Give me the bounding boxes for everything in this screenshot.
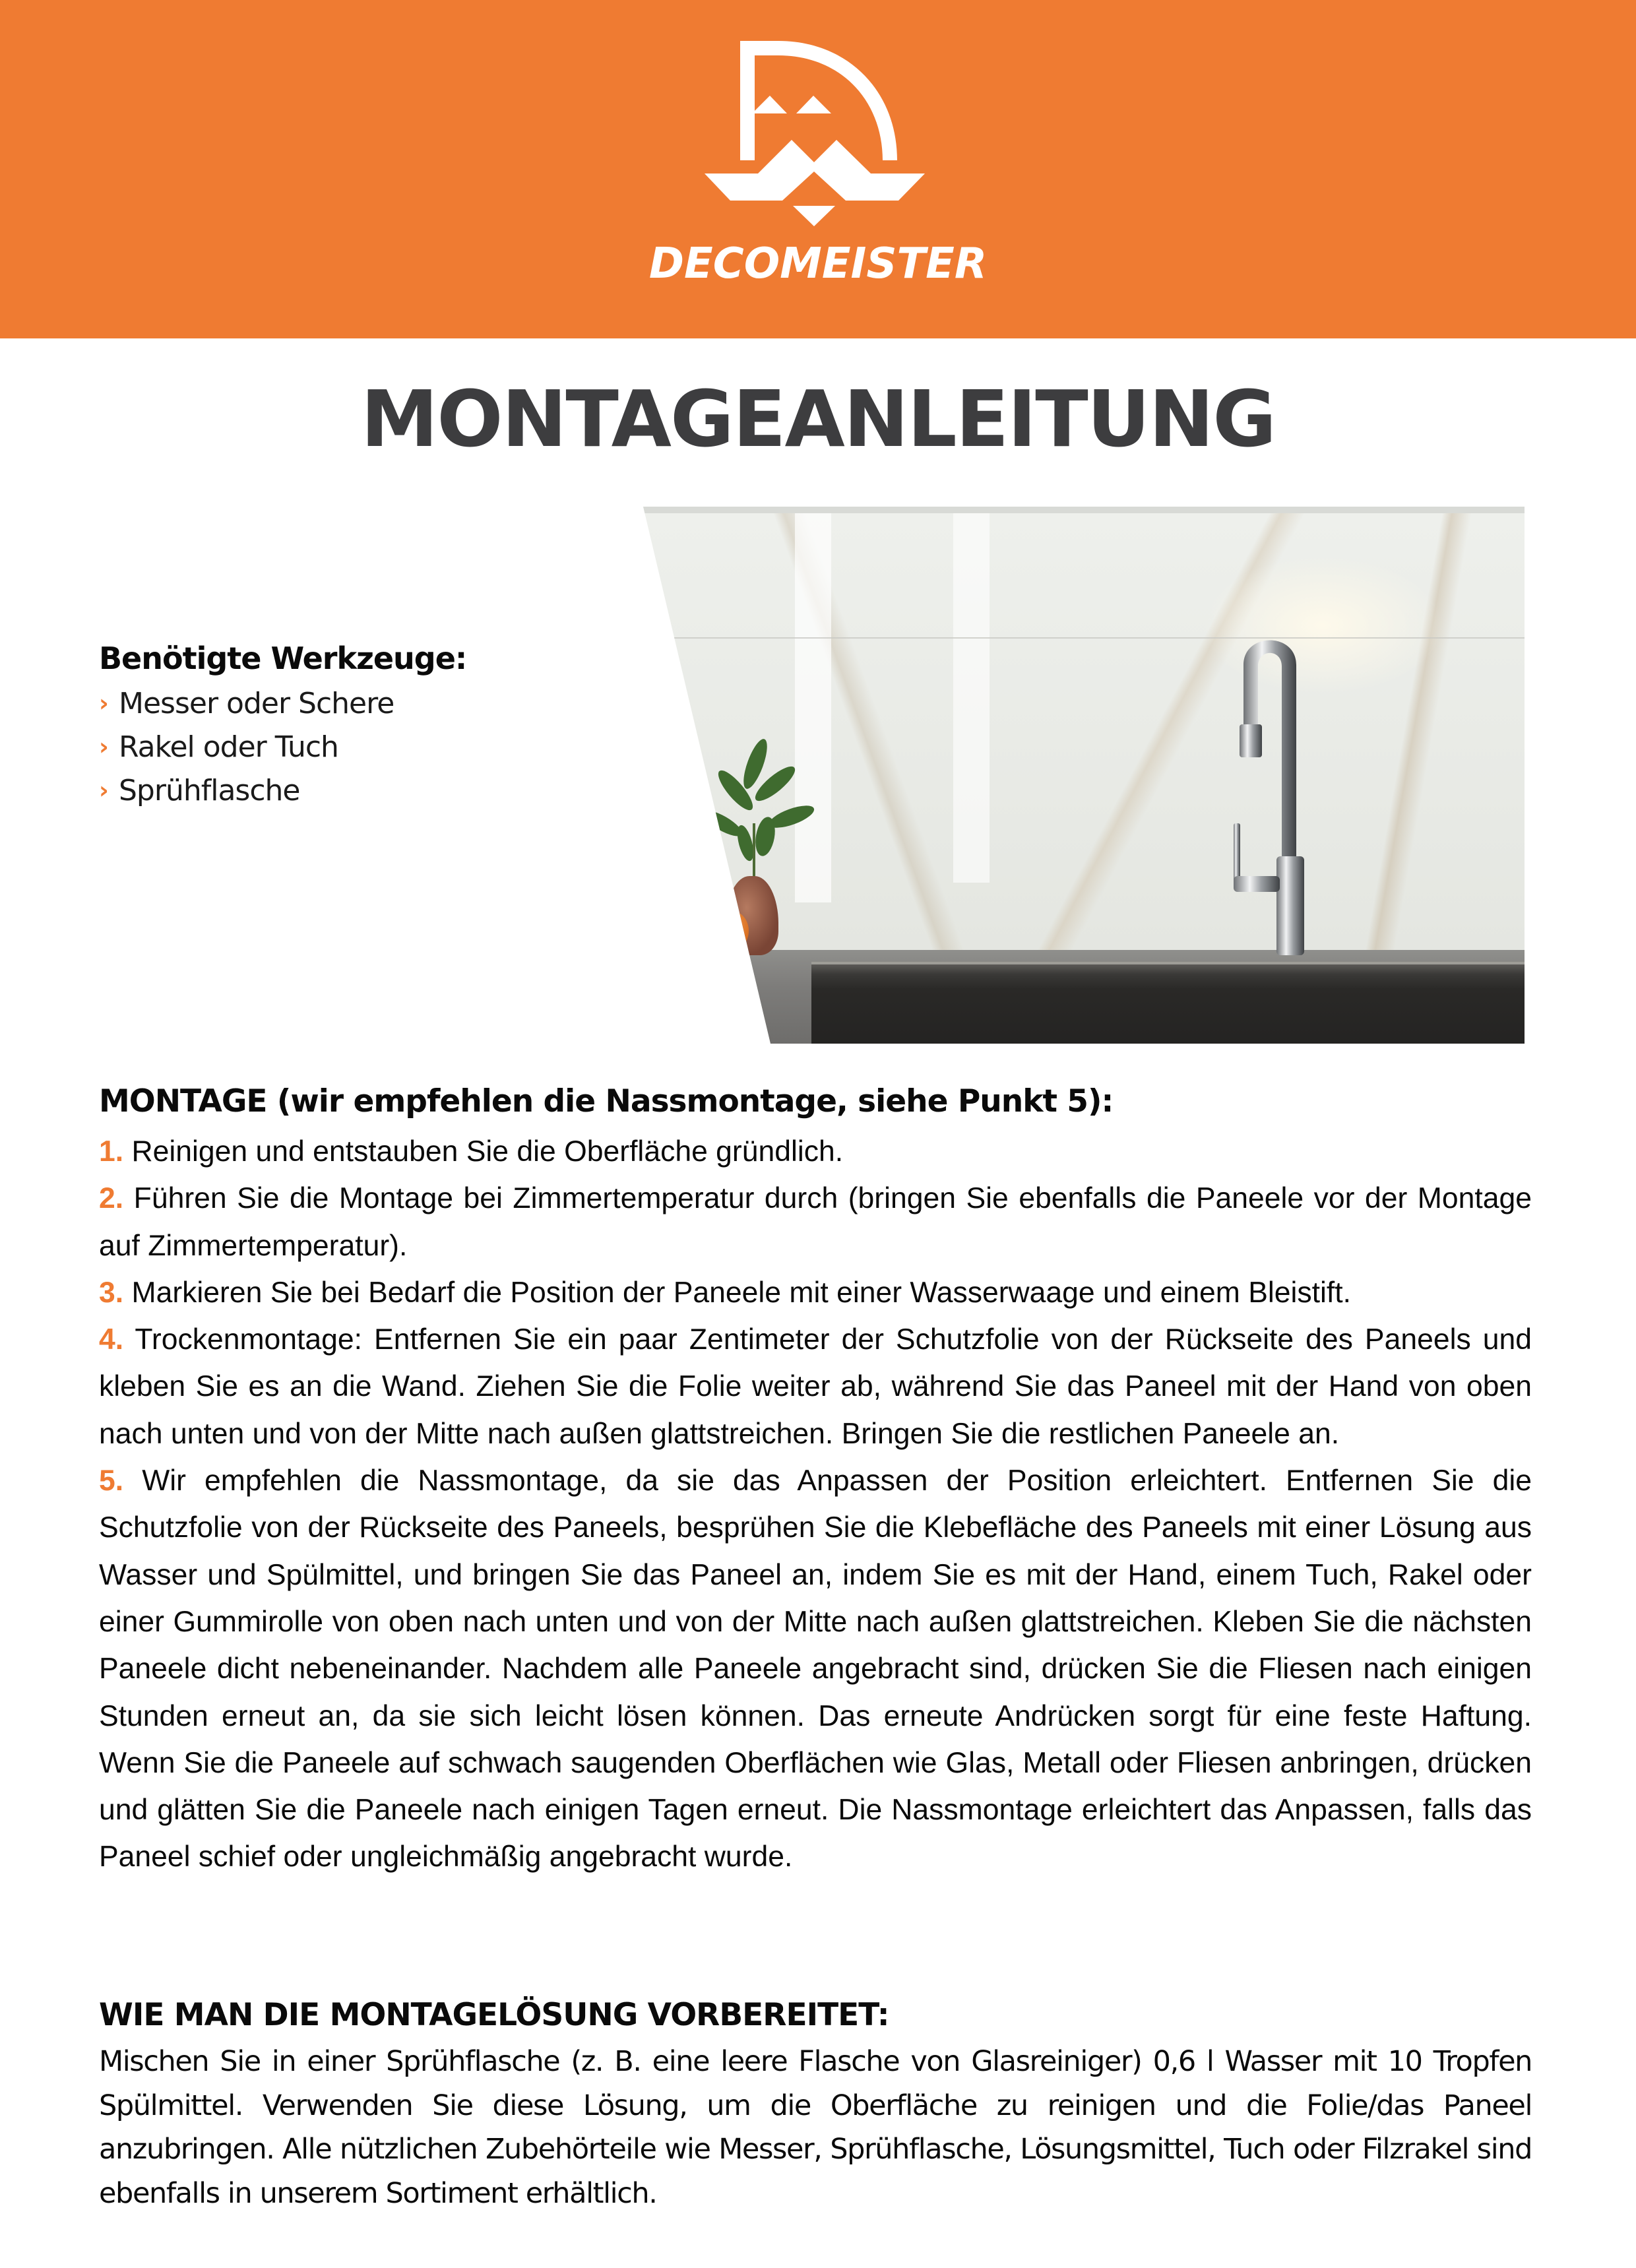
montage-steps: [99, 1128, 1532, 1881]
tool-label: Messer oder Schere: [119, 687, 394, 720]
montage-heading: MONTAGE (wir empfehlen die Nassmontage, siehe Punkt 5):: [99, 1083, 1114, 1119]
faucet-icon: [1230, 625, 1323, 968]
step-number: 2.: [99, 1182, 124, 1215]
step-4: [99, 1316, 1532, 1457]
step-text: Trockenmontage: Entfernen Sie ein paar Zentimeter der Schutzfolie von der Rückseite des Paneels und kleben Sie es an die Wand. Ziehen Sie die Folie weiter ab, während Sie das Paneel mit der Hand von oben nach unten und von der Mitte nach außen glattstreichen. Bringen Sie die restlichen Paneele an.: [99, 1323, 1532, 1450]
step-2: [99, 1175, 1532, 1269]
chevron-right-icon: ›: [99, 734, 108, 761]
step-number: 1.: [99, 1135, 124, 1168]
step-3: [99, 1269, 1532, 1316]
photo-top-edge: [643, 507, 1525, 513]
step-1: [99, 1128, 1532, 1175]
orange-fruit: [712, 910, 749, 951]
step-text: Führen Sie die Montage bei Zimmertemperatur durch (bringen Sie ebenfalls die Paneele vor der Montage auf Zimmertemperatur).: [99, 1182, 1532, 1262]
plant-icon: [683, 724, 828, 889]
brand-header: [0, 0, 1636, 338]
step-text: Markieren Sie bei Bedarf die Position der Paneele mit einer Wasserwaage und einem Bleistift.: [131, 1276, 1352, 1309]
step-number: 3.: [99, 1276, 124, 1309]
step-5: [99, 1457, 1532, 1881]
step-number: 5.: [99, 1465, 124, 1497]
orange-fruit: [686, 912, 722, 953]
panel-seam: [643, 637, 1525, 639]
tool-label: Rakel oder Tuch: [119, 730, 338, 764]
page-title: MONTAGEANLEITUNG: [360, 373, 1276, 464]
photo-reflection: [953, 513, 990, 883]
solution-text: Mischen Sie in einer Sprühflasche (z. B. eine leere Flasche von Glasreiniger) 0,6 l Wasser mit 10 Tropfen Spülmittel. Verwenden Sie diese Lösung, um die Oberfläche zu reinigen und die Folie/das Paneel anzubringen. Alle nützlichen Zubehörteile wie Messer, Sprühflasche, Lösungsmittel, Tuch oder Filzrakel sind ebenfalls in unserem Sortiment erhältlich.: [99, 2045, 1532, 2210]
tools-heading: Benötigte Werkzeuge:: [99, 641, 467, 676]
kitchen-sink: [811, 962, 1525, 1046]
tool-item: [99, 682, 394, 726]
brand-name: DECOMEISTER: [648, 239, 988, 288]
tool-label: Sprühflasche: [119, 774, 300, 807]
chevron-right-icon: ›: [99, 777, 108, 804]
vase: [726, 876, 778, 955]
tool-item: [99, 726, 394, 769]
solution-heading: WIE MAN DIE MONTAGELÖSUNG VORBEREITET:: [99, 1997, 889, 2033]
chevron-right-icon: ›: [99, 690, 108, 717]
kitchen-backsplash-photo: [643, 507, 1525, 1044]
tools-list: [99, 682, 394, 813]
decomeister-logo-icon: [699, 38, 937, 236]
step-text: Wir empfehlen die Nassmontage, da sie das Anpassen der Position erleichtert. Entfernen Sie die Schutzfolie von der Rückseite des Paneels, besprühen Sie die Klebefläche des Paneels mit einer Lösung aus Wasser und Spülmittel, und bringen Sie das Paneel an, indem Sie es mit der Hand, einem Tuch, Rakel oder einer Gummirolle von oben nach unten und von der Mitte nach außen glattstreichen. Kleben Sie die nächsten Paneele dicht nebeneinander. Nachdem alle Paneele angebracht sind, drücken Sie die Fliesen nach einigen Stunden erneut an, da sie sich leicht lösen können. Das erneute Andrücken sorgt für eine feste Haftung. Wenn Sie die Paneele auf schwach saugenden Oberflächen wie Glas, Metall oder Fliesen anbringen, drücken und glätten Sie die Paneele nach einigen Tagen erneut. Die Nassmontage erleichtert das Anpassen, falls das Paneel schief oder ungleichmäßig angebracht wurde.: [99, 1465, 1532, 1874]
tool-item: [99, 769, 394, 813]
step-text: Reinigen und entstauben Sie die Oberfläche gründlich.: [131, 1135, 844, 1168]
step-number: 4.: [99, 1323, 124, 1356]
